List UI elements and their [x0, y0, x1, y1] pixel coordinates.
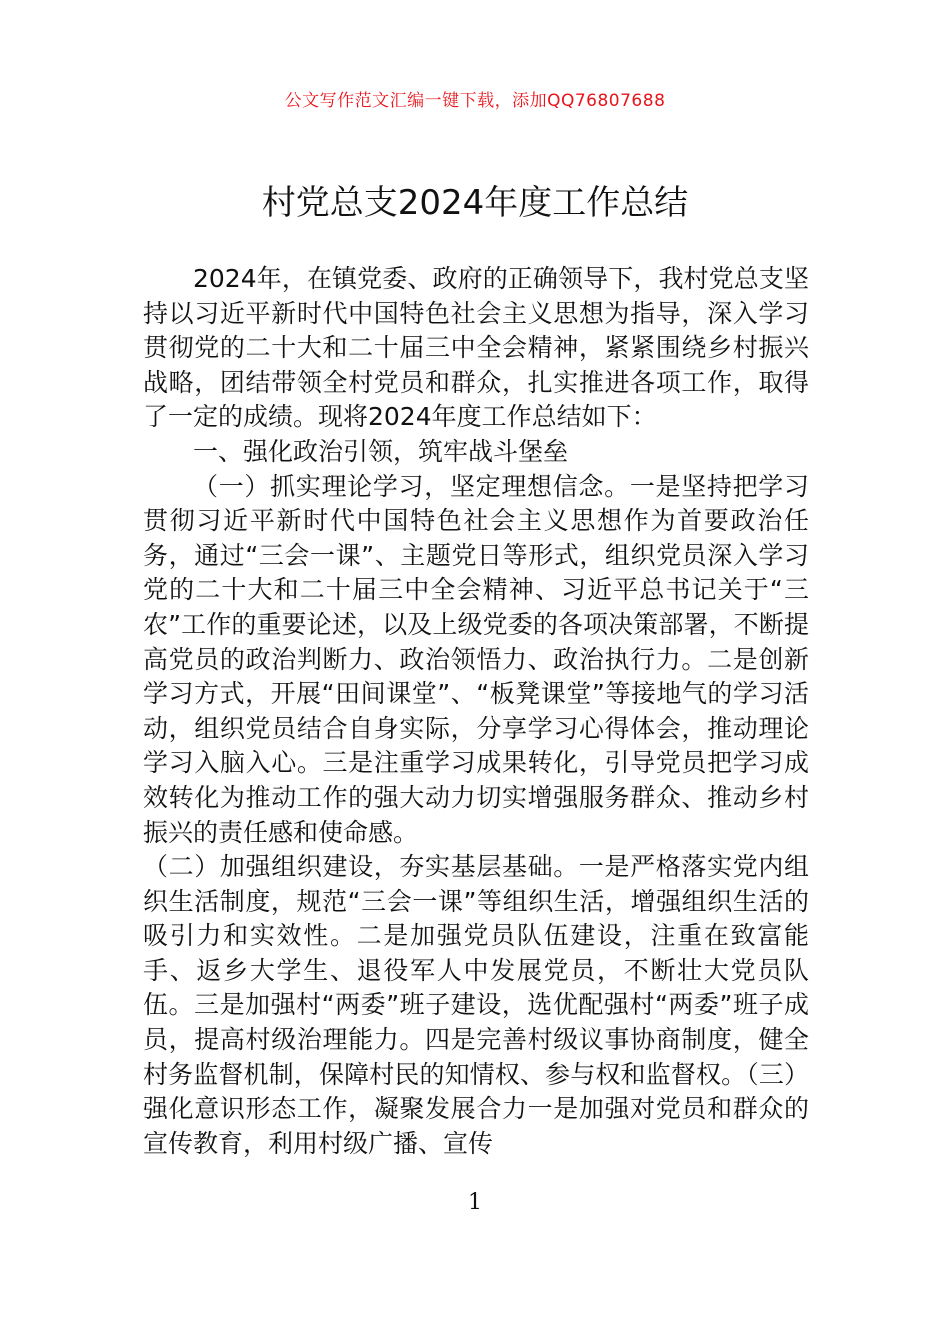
document-title: 村党总支2024年度工作总结 [261, 183, 689, 223]
header-advertisement: 公文写作范文汇编一键下载，添加QQ76807688 [284, 91, 666, 111]
page-number: 1 [468, 1190, 482, 1215]
paragraph-intro: 2024年，在镇党委、政府的正确领导下，我村党总支坚持以习近平新时代中国特色社会主义思想为指导，深入学习贯彻党的二十大和二十届三中全会精神，紧紧围绕乡村振兴战略，团结带领全村党员和群众，扎实推进各项工作，取得了一定的成绩。现将2024年度工作总结如下： [143, 264, 809, 432]
paragraph-section-1-2: （二）加强组织建设，夯实基层基础。一是严格落实党内组织生活制度，规范“三会一课”等组织生活，增强组织生活的吸引力和实效性。二是加强党员队伍建设，注重在致富能手、返乡大学生、退役军人中发展党员，不断壮大党员队伍。三是加强村“两委”班子建设，选优配强村“两委”班子成员，提高村级治理能力。四是完善村级议事协商制度，健全村务监督机制，保障村民的知情权、参与权和监督权。（三）强化意识形态工作，凝聚发展合力一是加强对党员和群众的宣传教育，利用村级广播、宣传 [143, 852, 809, 1158]
paragraph-section-1-1: （一）抓实理论学习，坚定理想信念。一是坚持把学习贯彻习近平新时代中国特色社会主义思想作为首要政治任务，通过“三会一课”、主题党日等形式，组织党员深入学习党的二十大和二十届三中全会精神、习近平总书记关于“三农”工作的重要论述，以及上级党委的各项决策部署，不断提高党员的政治判断力、政治领悟力、政治执行力。二是创新学习方式，开展“田间课堂”、“板凳课堂”等接地气的学习活动，组织党员结合自身实际，分享学习心得体会，推动理论学习入脑入心。三是注重学习成果转化，引导党员把学习成效转化为推动工作的强大动力切实增强服务群众、推动乡村振兴的责任感和使命感。 [143, 471, 809, 847]
section-heading-1: 一、强化政治引领，筑牢战斗堡垒 [193, 436, 569, 466]
document-body [143, 262, 809, 1161]
